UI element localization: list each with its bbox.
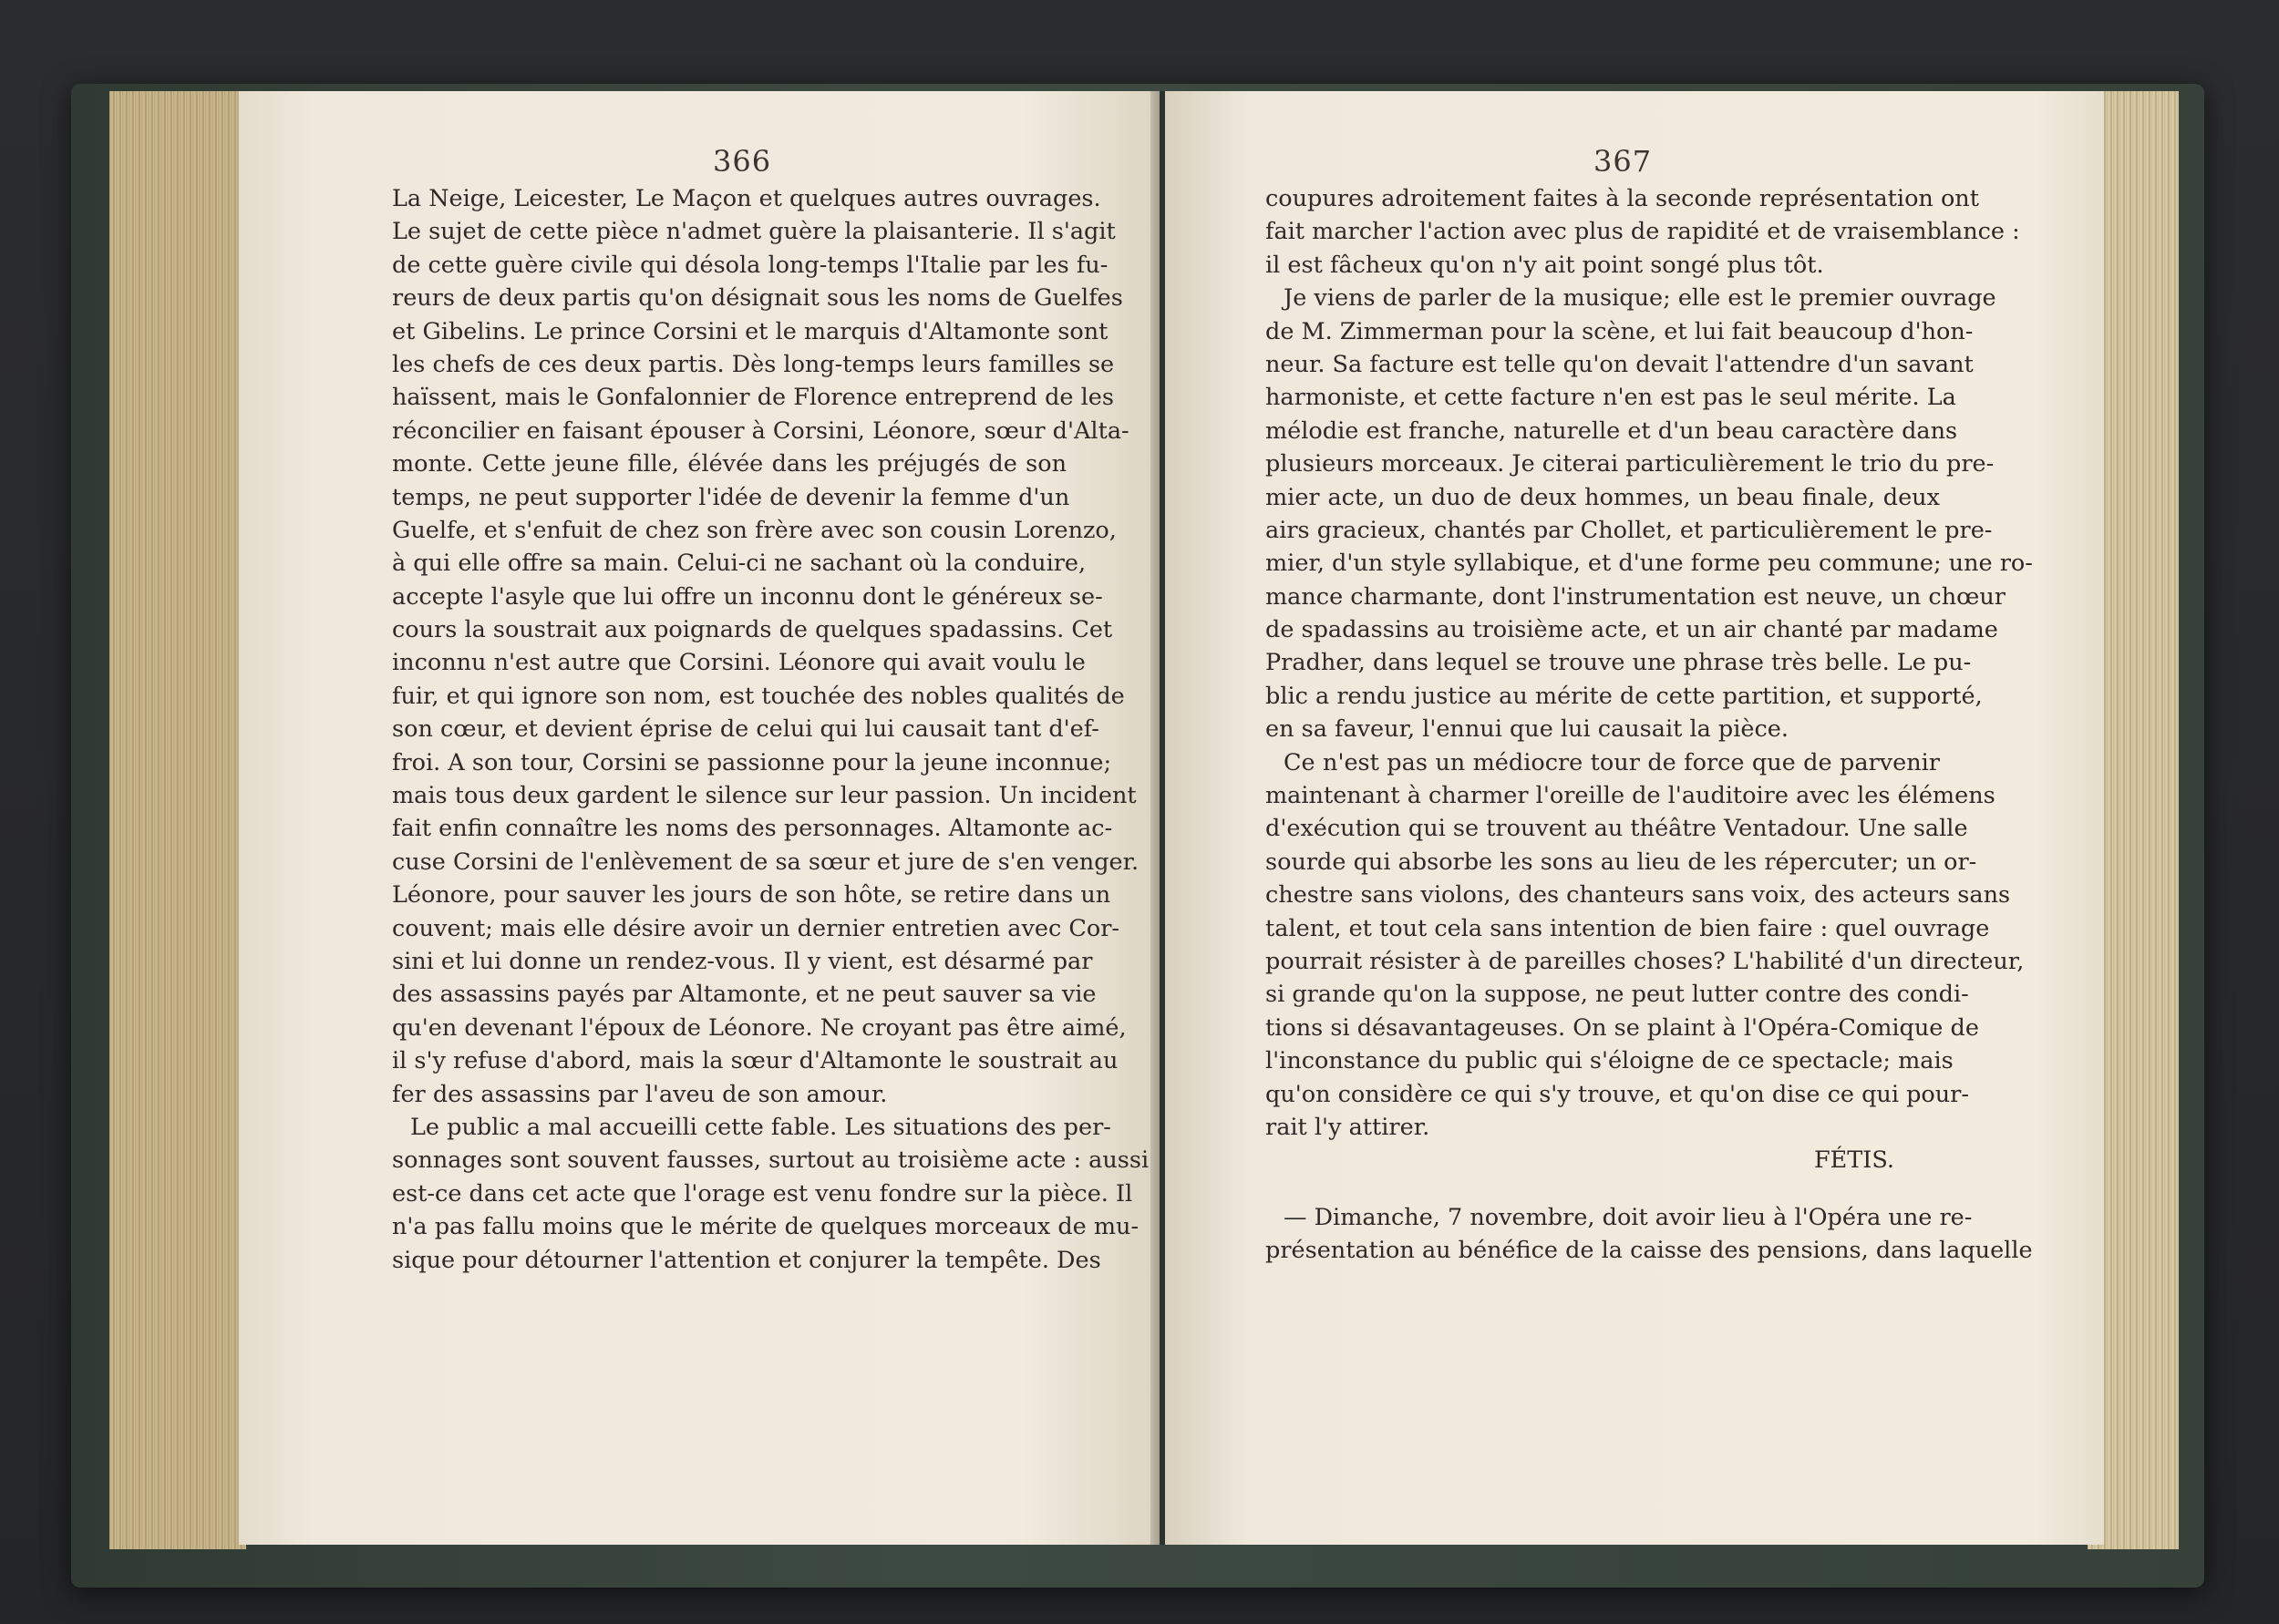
text-line: mais tous deux gardent le silence sur leur passion. Un incident	[392, 782, 1137, 810]
text-line: inconnu n'est autre que Corsini. Léonore qui avait voulu le	[392, 649, 1086, 677]
text-line: neur. Sa facture est telle qu'on devait l'attendre d'un savant	[1265, 350, 1974, 378]
text-line: en sa faveur, l'ennui que lui causait la pièce.	[1265, 715, 1789, 744]
text-line: qu'on considère ce qui s'y trouve, et qu'on dise ce qui pour-	[1265, 1080, 1969, 1108]
text-line: mélodie est franche, naturelle et d'un beau caractère dans	[1265, 416, 1958, 445]
text-line: de cette guère civile qui désola long-temps l'Italie par les fu-	[392, 251, 1109, 279]
right-page-text	[1265, 182, 2033, 1268]
text-line: il est fâcheux qu'on n'y ait point songé plus tôt.	[1265, 251, 1824, 279]
text-line: — Dimanche, 7 novembre, doit avoir lieu à l'Opéra une re-	[1284, 1203, 1973, 1231]
text-line: les chefs de ces deux partis. Dès long-temps leurs familles se	[392, 350, 1115, 378]
text-line: de M. Zimmerman pour la scène, et lui fait beaucoup d'hon-	[1265, 317, 1974, 345]
text-line: pourrait résister à de pareilles choses? L'habilité d'un directeur,	[1265, 947, 2025, 975]
text-line: sourde qui absorbe les sons au lieu de les répercuter; un or-	[1265, 848, 1977, 876]
text-line: est-ce dans cet acte que l'orage est venu fondre sur la pièce. Il	[392, 1179, 1133, 1208]
text-line: présentation au bénéfice de la caisse des pensions, dans laquelle	[1265, 1237, 2033, 1265]
text-line: sini et lui donne un rendez-vous. Il y vient, est désarmé par	[392, 947, 1093, 975]
text-line: et Gibelins. Le prince Corsini et le marquis d'Altamonte sont	[392, 317, 1109, 345]
page-number-left: 366	[713, 144, 772, 179]
text-line: talent, et tout cela sans intention de bien faire : quel ouvrage	[1265, 914, 1990, 942]
text-line: de spadassins au troisième acte, et un air chanté par madame	[1265, 616, 1998, 644]
text-line: réconcilier en faisant épouser à Corsini, Léonore, sœur d'Alta-	[392, 416, 1129, 445]
text-line: Léonore, pour sauver les jours de son hôte, se retire dans un	[392, 881, 1111, 910]
text-line: à qui elle offre sa main. Celui-ci ne sachant où la conduire,	[392, 550, 1087, 578]
text-line: tions si désavantageuses. On se plaint à l'Opéra-Comique de	[1265, 1013, 1979, 1042]
text-line: cours la soustrait aux poignards de quelques spadassins. Cet	[392, 616, 1113, 644]
text-line: reurs de deux partis qu'on désignait sous les noms de Guelfes	[392, 284, 1123, 313]
text-line: mier acte, un duo de deux hommes, un beau finale, deux	[1265, 483, 1940, 511]
text-line: Ce n'est pas un médiocre tour de force que de parvenir	[1284, 748, 1940, 776]
page-edges-left	[109, 91, 246, 1549]
text-line: des assassins payés par Altamonte, et ne peut sauver sa vie	[392, 981, 1097, 1009]
text-line: chestre sans violons, des chanteurs sans voix, des acteurs sans	[1265, 881, 2011, 910]
text-line: rait l'y attirer.	[1265, 1113, 1430, 1141]
text-line: temps, ne peut supporter l'idée de devenir la femme d'un	[392, 483, 1070, 511]
text-line: Je viens de parler de la musique; elle est le premier ouvrage	[1284, 284, 1996, 313]
text-line: monte. Cette jeune fille, élévée dans les préjugés de son	[392, 450, 1067, 478]
text-line: haïssent, mais le Gonfalonnier de Florence entreprend de les	[392, 384, 1114, 412]
text-line: l'inconstance du public qui s'éloigne de ce spectacle; mais	[1265, 1047, 1954, 1075]
text-line: plusieurs morceaux. Je citerai particulièrement le trio du pre-	[1265, 450, 1995, 478]
text-line: Le sujet de cette pièce n'admet guère la plaisanterie. Il s'agit	[392, 218, 1116, 246]
text-line: La Neige, Leicester, Le Maçon et quelques autres ouvrages.	[392, 185, 1101, 212]
text-line: froi. A son tour, Corsini se passionne pour la jeune inconnue;	[392, 748, 1112, 776]
text-line: airs gracieux, chantés par Chollet, et particulièrement le pre-	[1265, 516, 1993, 544]
text-line: Guelfe, et s'enfuit de chez son frère avec son cousin Lorenzo,	[392, 516, 1117, 544]
page-number-right: 367	[1593, 144, 1653, 179]
text-line: qu'en devenant l'époux de Léonore. Ne croyant pas être aimé,	[392, 1013, 1127, 1042]
text-line: d'exécution qui se trouvent au théâtre Ventadour. Une salle	[1265, 815, 1968, 843]
text-line: maintenant à charmer l'oreille de l'auditoire avec les élémens	[1265, 782, 1995, 810]
text-line: harmoniste, et cette facture n'en est pas le seul mérite. La	[1265, 384, 1956, 412]
text-line: sique pour détourner l'attention et conjurer la tempête. Des	[392, 1246, 1101, 1274]
text-line: Le public a mal accueilli cette fable. Les situations des per-	[410, 1113, 1111, 1141]
text-line: fer des assassins par l'aveu de son amour.	[392, 1080, 888, 1108]
spacer	[1265, 1177, 1940, 1201]
text-line: n'a pas fallu moins que le mérite de quelques morceaux de mu-	[392, 1213, 1140, 1241]
left-page-text	[392, 182, 1150, 1277]
text-line: fait marcher l'action avec plus de rapidité et de vraisemblance :	[1265, 218, 2020, 246]
text-line: blic a rendu justice au mérite de cette partition, et supporté,	[1265, 682, 1983, 710]
text-line: couvent; mais elle désire avoir un dernier entretien avec Cor-	[392, 914, 1120, 942]
text-line: coupures adroitement faites à la seconde représentation ont	[1265, 185, 1979, 212]
text-line: fuir, et qui ignore son nom, est touchée des nobles qualités de	[392, 682, 1125, 710]
text-line: fait enfin connaître les noms des personnages. Altamonte ac-	[392, 815, 1113, 843]
text-line: sonnages sont souvent fausses, surtout au troisième acte : aussi	[392, 1146, 1150, 1175]
right-page	[1165, 91, 2104, 1545]
left-page	[239, 91, 1160, 1545]
text-line: mance charmante, dont l'instrumentation est neuve, un chœur	[1265, 582, 2006, 611]
text-line: mier, d'un style syllabique, et d'une forme peu commune; une ro-	[1265, 550, 2033, 578]
text-line: son cœur, et devient éprise de celui qui lui causait tant d'ef-	[392, 715, 1099, 744]
text-line: cuse Corsini de l'enlèvement de sa sœur et jure de s'en venger.	[392, 848, 1140, 876]
text-line: si grande qu'on la suppose, ne peut lutter contre des condi-	[1265, 981, 1969, 1009]
text-line: Pradher, dans lequel se trouve une phrase très belle. Le pu-	[1265, 649, 1972, 677]
text-line: il s'y refuse d'abord, mais la sœur d'Altamonte le soustrait au	[392, 1047, 1119, 1075]
signature: FÉTIS.	[1813, 1146, 1894, 1175]
text-line: accepte l'asyle que lui offre un inconnu dont le généreux se-	[392, 582, 1103, 611]
